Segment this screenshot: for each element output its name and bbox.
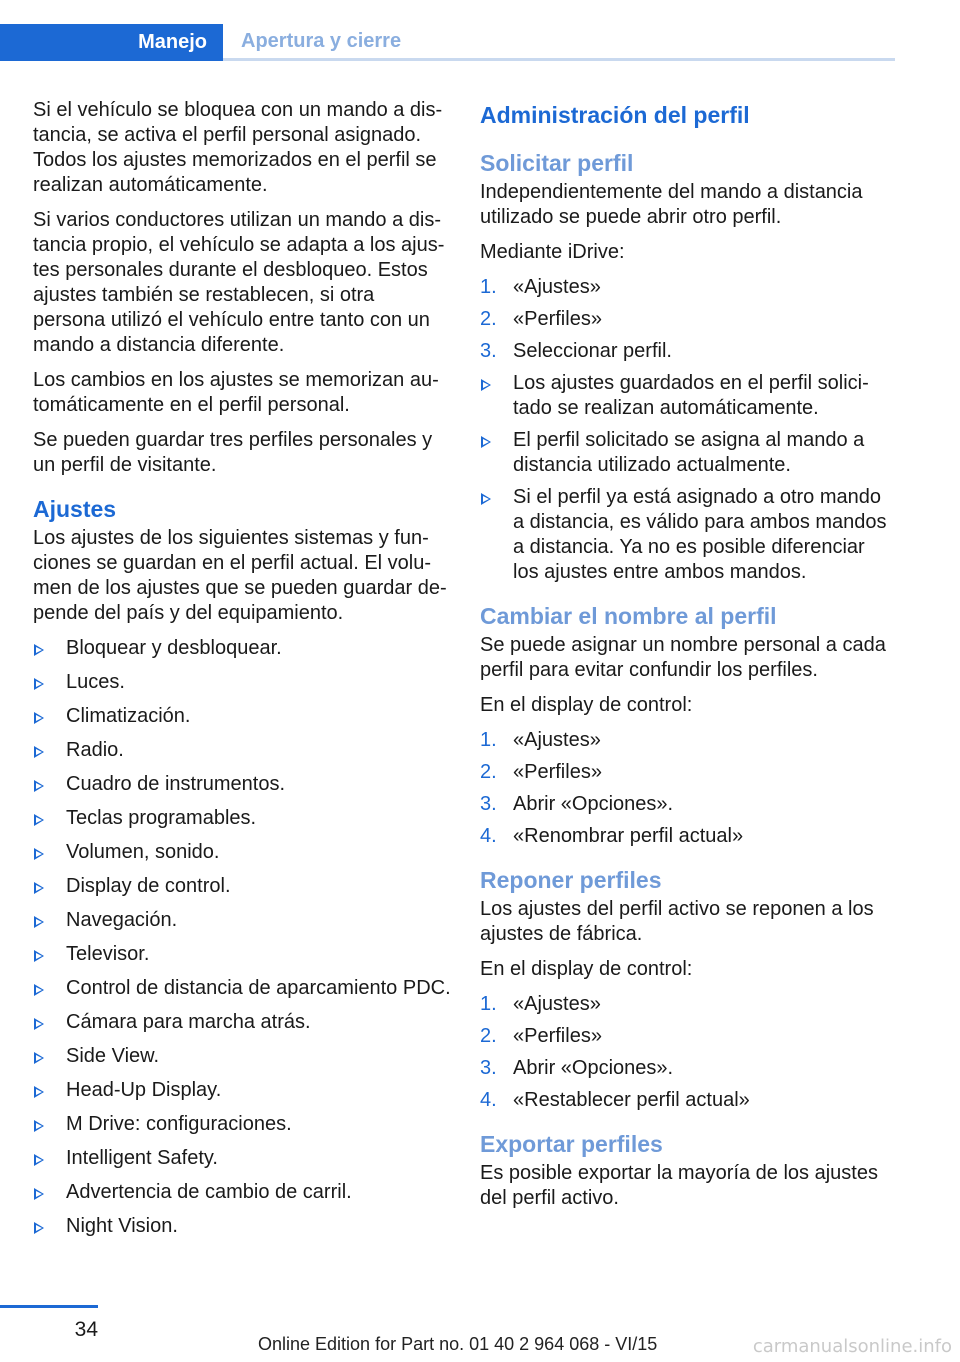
- step-item: 2. «Perfiles»: [480, 1025, 602, 1047]
- triangle-bullet-icon: [481, 436, 491, 448]
- solicitar-bullets: [480, 371, 895, 585]
- cambiar-heading: Cambiar el nombre al perfil: [480, 603, 777, 629]
- list-item: Control de distancia de aparcamiento PDC.: [33, 976, 451, 1003]
- step-item: 4. «Renombrar perfil actual»: [480, 825, 744, 847]
- triangle-bullet-icon: [34, 916, 44, 928]
- step-item: 1. «Ajustes»: [480, 729, 601, 751]
- right-column: [480, 98, 895, 1221]
- paragraph: Se pueden guardar tres perfiles personales y un perfil de visitante.: [33, 429, 433, 476]
- triangle-bullet-icon: [34, 848, 44, 860]
- triangle-bullet-icon: [34, 712, 44, 724]
- step-item: 1. «Ajustes»: [480, 993, 601, 1015]
- list-item: Si el perfil ya está asignado a otro mando a distancia, es válido para ambos mandos a distancia. Ya no es posible diferenciar los ajustes entre ambos mandos.: [480, 485, 895, 585]
- edition-note: Online Edition for Part no. 01 40 2 964 068 - VI/15: [258, 1334, 658, 1354]
- left-column: [33, 98, 451, 1248]
- list-item: Cámara para marcha atrás.: [33, 1010, 451, 1037]
- list-item: Radio.: [33, 738, 451, 765]
- list-item: Intelligent Safety.: [33, 1146, 451, 1173]
- reponer-via: En el display de control:: [480, 958, 693, 980]
- triangle-bullet-icon: [34, 950, 44, 962]
- triangle-bullet-icon: [34, 780, 44, 792]
- list-item: Navegación.: [33, 908, 451, 935]
- chapter-tab-active[interactable]: Manejo: [0, 24, 223, 61]
- triangle-bullet-icon: [34, 814, 44, 826]
- list-item: Bloquear y desbloquear.: [33, 636, 451, 663]
- page-number: 34: [74, 1318, 98, 1341]
- reponer-intro: Los ajustes del perfil activo se reponen a los ajustes de fábrica.: [480, 898, 874, 945]
- list-item: Advertencia de cambio de carril.: [33, 1180, 451, 1207]
- cambiar-steps: [480, 728, 895, 849]
- step-item: 2. «Perfiles»: [480, 308, 602, 330]
- step-item: 1. «Ajustes»: [480, 276, 601, 298]
- section-tab[interactable]: Apertura y cierre: [223, 24, 895, 61]
- reponer-heading: Reponer perfiles: [480, 867, 662, 893]
- triangle-bullet-icon: [481, 493, 491, 505]
- paragraph: Si el vehículo se bloquea con un mando a dis‐tancia, se activa el perfil personal asignado. Todos los ajustes memorizados en el perfil se realizan automáticamente.: [33, 99, 443, 196]
- triangle-bullet-icon: [34, 678, 44, 690]
- list-item: Night Vision.: [33, 1214, 451, 1241]
- ajustes-heading: Ajustes: [33, 496, 117, 522]
- triangle-bullet-icon: [34, 1222, 44, 1234]
- section-title: Administración del perfil: [480, 102, 750, 128]
- step-item: 3. Abrir «Opciones».: [480, 1057, 674, 1079]
- triangle-bullet-icon: [34, 746, 44, 758]
- exportar-heading: Exportar perfiles: [480, 1131, 663, 1157]
- triangle-bullet-icon: [34, 1052, 44, 1064]
- list-item: Luces.: [33, 670, 451, 697]
- solicitar-heading: Solicitar perfil: [480, 150, 634, 176]
- list-item: M Drive: configuraciones.: [33, 1112, 451, 1139]
- list-item: Los ajustes guardados en el perfil solici‐tado se realizan automáticamente.: [480, 371, 895, 421]
- list-item: Side View.: [33, 1044, 451, 1071]
- list-item: Climatización.: [33, 704, 451, 731]
- ajustes-intro: Los ajustes de los siguientes sistemas y fun‐ciones se guardan en el perfil actual. El volu‐men de los ajustes que se pueden guardar de‐pende del país y del equipamiento.: [33, 527, 447, 624]
- footer-rule: [0, 1305, 98, 1308]
- page-header: [0, 0, 960, 62]
- cambiar-via: En el display de control:: [480, 694, 693, 716]
- triangle-bullet-icon: [481, 379, 491, 391]
- list-item: Cuadro de instrumentos.: [33, 772, 451, 799]
- triangle-bullet-icon: [34, 882, 44, 894]
- solicitar-intro: Independientemente del mando a distancia utilizado se puede abrir otro perfil.: [480, 181, 863, 228]
- paragraph: Si varios conductores utilizan un mando a dis‐tancia propio, el vehículo se adapta a los ajus‐tes personales durante el desbloqueo. Estos ajustes también se restablecen, si otra persona utilizó el vehículo entre tanto con un mando a distancia diferente.: [33, 209, 445, 356]
- ajustes-list: [33, 636, 451, 1241]
- step-item: 3. Seleccionar perfil.: [480, 340, 672, 362]
- list-item: Display de control.: [33, 874, 451, 901]
- triangle-bullet-icon: [34, 1018, 44, 1030]
- exportar-intro: Es posible exportar la mayoría de los ajustes del perfil activo.: [480, 1162, 878, 1209]
- triangle-bullet-icon: [34, 644, 44, 656]
- solicitar-via: Mediante iDrive:: [480, 241, 625, 263]
- watermark: carmanualsonline.info: [752, 1336, 952, 1357]
- triangle-bullet-icon: [34, 984, 44, 996]
- step-item: 2. «Perfiles»: [480, 761, 602, 783]
- list-item: El perfil solicitado se asigna al mando a distancia utilizado actualmente.: [480, 428, 895, 478]
- cambiar-intro: Se puede asignar un nombre personal a cada perfil para evitar confundir los perfiles.: [480, 634, 886, 681]
- reponer-steps: [480, 992, 895, 1113]
- triangle-bullet-icon: [34, 1154, 44, 1166]
- triangle-bullet-icon: [34, 1188, 44, 1200]
- solicitar-steps: [480, 275, 895, 364]
- paragraph: Los cambios en los ajustes se memorizan au‐tomáticamente en el perfil personal.: [33, 369, 439, 416]
- triangle-bullet-icon: [34, 1086, 44, 1098]
- list-item: Televisor.: [33, 942, 451, 969]
- step-item: 4. «Restablecer perfil actual»: [480, 1089, 750, 1111]
- triangle-bullet-icon: [34, 1120, 44, 1132]
- list-item: Head-Up Display.: [33, 1078, 451, 1105]
- list-item: Teclas programables.: [33, 806, 451, 833]
- list-item: Volumen, sonido.: [33, 840, 451, 867]
- step-item: 3. Abrir «Opciones».: [480, 793, 674, 815]
